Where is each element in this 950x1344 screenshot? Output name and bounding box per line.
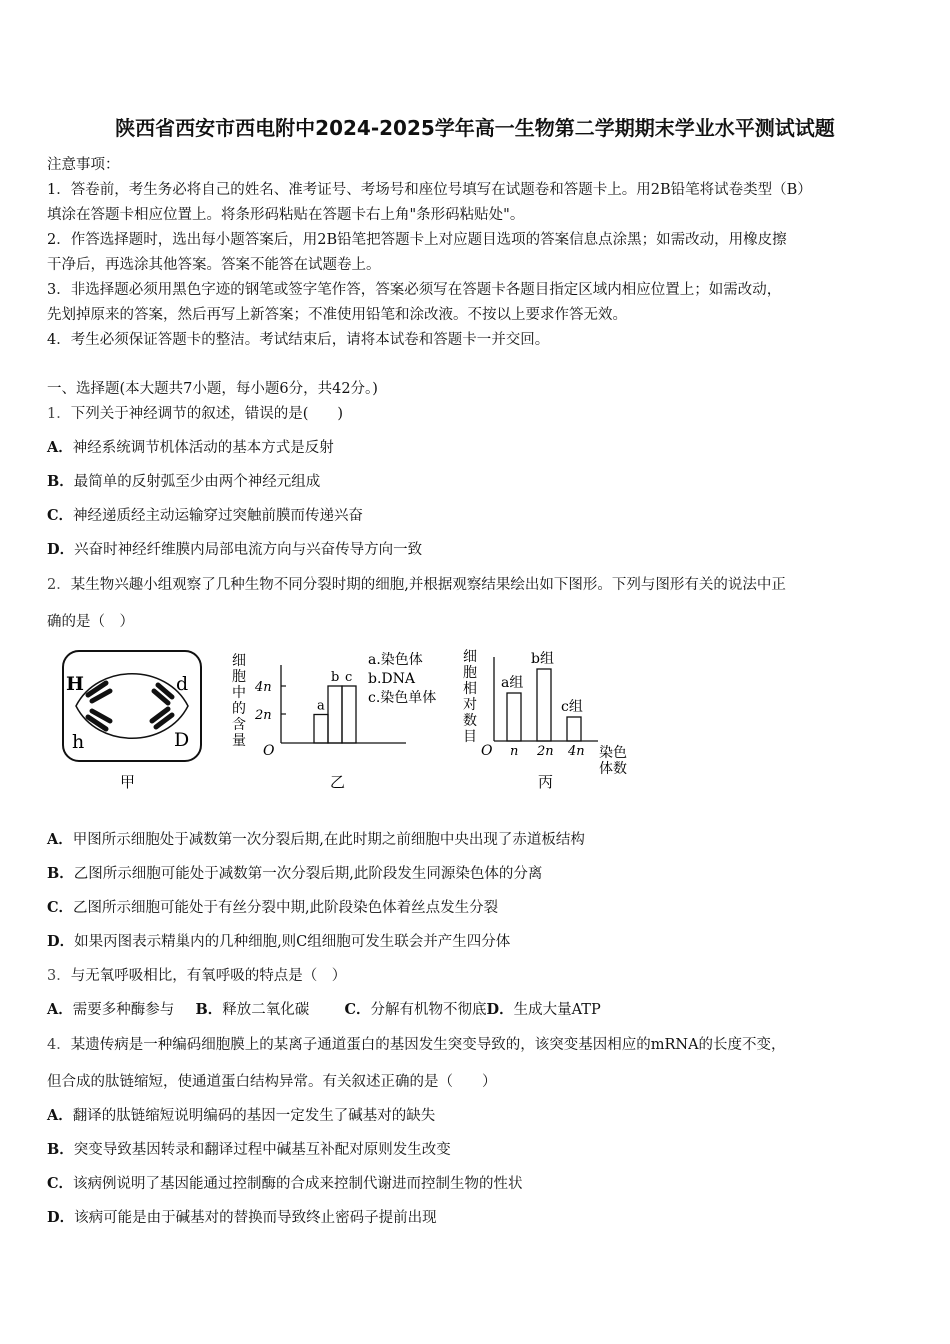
option-text: 神经系统调节机体活动的基本方式是反射 xyxy=(72,440,334,456)
yi-bar xyxy=(314,715,328,744)
ylabel-char: 相 xyxy=(463,681,477,697)
ylabel-char: 中 xyxy=(232,685,246,701)
q2-option-a xyxy=(47,828,585,849)
yi-bar xyxy=(342,686,356,743)
allele-label: h xyxy=(72,731,85,753)
question-stem: 某遗传病是一种编码细胞膜上的某离子通道蛋白的基因发生突变导致的，该突变基因相应的mRNA的长度不变， xyxy=(70,1037,786,1053)
yi-ylabel xyxy=(232,653,246,749)
option-text: 分解有机物不彻底 xyxy=(370,1002,487,1018)
notice-line: 1．答卷前，考生务必将自己的姓名、准考证号、考场号和座位号填写在试题卷和答题卡上。用2B铅笔将试卷类型（B） xyxy=(47,182,812,198)
bing-bar xyxy=(567,717,581,741)
yi-bar-label: b xyxy=(331,670,340,685)
option-label: B． xyxy=(195,1001,223,1018)
option-label: A． xyxy=(47,831,73,848)
q4-option-b xyxy=(47,1138,451,1159)
option-label: C． xyxy=(47,899,74,916)
option-label: B． xyxy=(47,473,74,490)
question-2-stem-cont: 确的是（ ） xyxy=(47,614,134,630)
q2-option-b xyxy=(47,862,542,883)
option-label: A． xyxy=(47,1001,73,1018)
q2-figure xyxy=(58,645,658,795)
option-text: 如果丙图表示精巢内的几种细胞,则C组细胞可发生联会并产生四分体 xyxy=(74,934,511,950)
ylabel-char: 的 xyxy=(232,701,246,717)
option-text: 翻译的肽链缩短说明编码的基因一定发生了碱基对的缺失 xyxy=(72,1108,436,1124)
x-axis-label: 染色 xyxy=(599,745,627,761)
yi-bar-label: c xyxy=(345,670,353,685)
figure-caption: 甲 xyxy=(120,773,136,791)
origin-label: O xyxy=(481,743,493,759)
section-heading: 一、选择题(本大题共7小题，每小题6分，共42分。) xyxy=(47,381,378,397)
figure-caption: 乙 xyxy=(330,773,346,791)
bing-bar xyxy=(537,669,551,741)
option-label: B． xyxy=(47,1141,74,1158)
spindle-shape xyxy=(76,674,188,739)
notice-line: 4．考生必须保证答题卡的整洁。考试结束后，请将本试卷和答题卡一并交回。 xyxy=(47,332,550,348)
yi-bar-label: a xyxy=(317,698,325,714)
q1-option-c xyxy=(47,504,363,525)
x-axis-label: 体数 xyxy=(599,761,627,777)
bing-bar xyxy=(507,693,521,741)
option-text: 甲图所示细胞处于减数第一次分裂后期,在此时期之前细胞中央出现了赤道板结构 xyxy=(72,832,585,848)
q4-option-a xyxy=(47,1104,435,1125)
ylabel-char: 对 xyxy=(463,697,477,713)
q1-option-b xyxy=(47,470,320,491)
y-tick-label: 2n xyxy=(255,708,272,723)
notice-line: 填涂在答题卡相应位置上。将条形码粘贴在答题卡右上角"条形码粘贴处"。 xyxy=(47,207,525,223)
ylabel-char: 目 xyxy=(463,729,477,745)
option-label: A． xyxy=(47,439,73,456)
figure-bing xyxy=(463,649,627,791)
figure-caption: 丙 xyxy=(538,773,554,791)
bing-ylabel xyxy=(463,649,477,745)
x-tick-label: n xyxy=(510,744,519,759)
option-text: 神经递质经主动运输穿过突触前膜而传递兴奋 xyxy=(73,508,364,524)
figure-yi xyxy=(232,651,436,791)
ylabel-char: 量 xyxy=(232,733,246,749)
x-tick-label: 2n xyxy=(537,744,554,759)
legend-item: a.染色体 xyxy=(368,652,423,668)
ylabel-char: 数 xyxy=(463,713,477,729)
option-label: D． xyxy=(47,933,75,950)
yi-legend xyxy=(368,651,436,706)
notice-line: 3．非选择题必须用黑色字迹的钢笔或签字笔作答，答案必须写在答题卡各题目指定区域内相应位置上；如需改动， xyxy=(47,282,782,298)
question-4-stem-cont: 但合成的肽链缩短，使通道蛋白结构异常。有关叙述正确的是（ ） xyxy=(47,1074,497,1090)
allele-label: H xyxy=(66,673,84,695)
option-label: B． xyxy=(47,865,74,882)
notice-line: 2．作答选择题时，选出每小题答案后，用2B铅笔把答题卡上对应题目选项的答案信息点涂黑；如需改动，用橡皮擦 xyxy=(47,232,787,248)
ylabel-char: 细 xyxy=(232,653,246,669)
option-text: 需要多种酶参与 xyxy=(72,1002,175,1018)
option-label: C． xyxy=(47,1175,74,1192)
option-text: 兴奋时神经纤维膜内局部电流方向与兴奋传导方向一致 xyxy=(74,542,423,558)
option-label: C． xyxy=(47,507,74,524)
option-text: 生成大量ATP xyxy=(513,1002,601,1018)
legend-item: c.染色单体 xyxy=(368,690,437,706)
chromosome-icon xyxy=(88,683,172,729)
option-text: 该病例说明了基因能通过控制酶的合成来控制代谢进而控制生物的性状 xyxy=(73,1176,523,1192)
option-text: 乙图所示细胞可能处于减数第一次分裂后期,此阶段发生同源染色体的分离 xyxy=(73,866,543,882)
x-tick-label: 4n xyxy=(568,744,585,759)
q2-option-c xyxy=(47,896,498,917)
question-number: 4． xyxy=(47,1037,71,1053)
question-1 xyxy=(47,402,343,423)
bing-bar-label: b组 xyxy=(531,651,554,667)
ylabel-char: 含 xyxy=(232,717,246,733)
ylabel-char: 细 xyxy=(463,649,477,665)
notice-heading: 注意事项： xyxy=(47,157,120,173)
question-stem: 下列关于神经调节的叙述，错误的是( ) xyxy=(70,406,344,422)
allele-label: D xyxy=(174,729,190,751)
q4-option-d xyxy=(47,1206,437,1227)
ylabel-char: 胞 xyxy=(463,665,477,681)
notice-line: 干净后，再选涂其他答案。答案不能答在试题卷上。 xyxy=(47,257,381,273)
question-2 xyxy=(47,573,786,594)
option-text: 该病可能是由于碱基对的替换而导致终止密码子提前出现 xyxy=(74,1210,437,1226)
q2-option-d xyxy=(47,930,510,951)
option-label: C． xyxy=(344,1001,371,1018)
option-label: D． xyxy=(47,1209,75,1226)
question-number: 1． xyxy=(47,406,71,422)
question-3 xyxy=(47,964,346,985)
origin-label: O xyxy=(263,743,275,759)
notice-line: 先划掉原来的答案，然后再写上新答案；不准使用铅笔和涂改液。不按以上要求作答无效。 xyxy=(47,307,627,323)
legend-item: b.DNA xyxy=(368,671,415,687)
question-number: 2． xyxy=(47,577,71,593)
option-label: D． xyxy=(47,541,75,558)
q1-option-d xyxy=(47,538,422,559)
question-stem: 某生物兴趣小组观察了几种生物不同分裂时期的细胞,并根据观察结果绘出如下图形。下列与图形有关的说法中正 xyxy=(70,577,786,593)
q4-option-c xyxy=(47,1172,523,1193)
bing-bar-label: c组 xyxy=(561,699,583,715)
option-text: 突变导致基因转录和翻译过程中碱基互补配对原则发生改变 xyxy=(73,1142,451,1158)
page-title: 陕西省西安市西电附中2024-2025学年高一生物第二学期期末学业水平测试试题 xyxy=(115,116,835,140)
yi-bar xyxy=(328,686,342,743)
figure-jia xyxy=(63,651,201,791)
q3-options xyxy=(47,998,601,1019)
option-label: D． xyxy=(486,1001,514,1018)
question-number: 3． xyxy=(47,968,71,984)
question-stem: 与无氧呼吸相比，有氧呼吸的特点是（ ） xyxy=(70,968,347,984)
allele-label: d xyxy=(176,673,189,695)
question-4 xyxy=(47,1033,786,1054)
q1-option-a xyxy=(47,436,334,457)
bing-bar-label: a组 xyxy=(501,675,524,691)
option-text: 乙图所示细胞可能处于有丝分裂中期,此阶段染色体着丝点发生分裂 xyxy=(73,900,499,916)
option-text: 最简单的反射弧至少由两个神经元组成 xyxy=(73,474,321,490)
option-text: 释放二氧化碳 xyxy=(222,1002,310,1018)
y-tick-label: 4n xyxy=(255,680,272,695)
option-label: A． xyxy=(47,1107,73,1124)
ylabel-char: 胞 xyxy=(232,669,246,685)
